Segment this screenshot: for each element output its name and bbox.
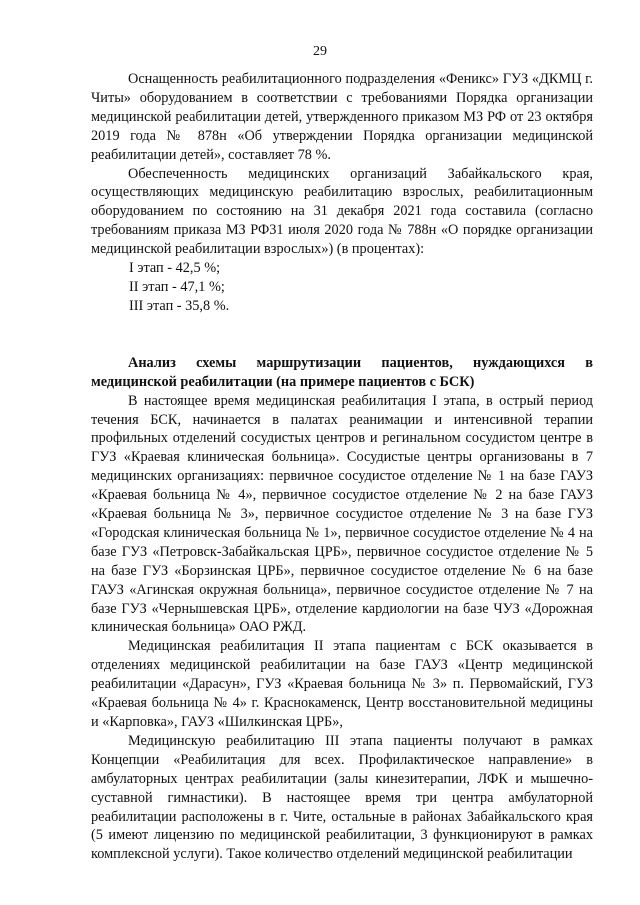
stage-1-value: I этап - 42,5 %; [129, 260, 221, 277]
paragraph-stage-1: В настоящее время медицинская реабилитация I этапа, в острый период течения БСК, начинается в палатах реанимации и интенсивной терапии профильных отделений сосудистых центров и регинальном сосудистом центре в ГУЗ «Краевая клиническая больница». Сосудистые центры организованы в 7 медицинских организациях: первичное сосудистое отделение № 1 на базе ГАУЗ «Краевая больница № 4», первичное сосудистое отделение № 2 на базе ГАУЗ «Краевая больница № 3», первичное сосудистое отделение № 3 на базе ГУЗ «Городская клиническая больница № 1», первичное сосудистое отделение № 4 на базе ГУЗ «Петровск-Забайкальская ЦРБ», первичное сосудистое отделение № 5 на базе ГУЗ «Борзинская ЦРБ», первичное сосудистое отделение № 6 на базе ГАУЗ «Агинская окружная больница», первичное сосудистое отделение № 7 на базе ГУЗ «Чернышевская ЦРБ», отделение кардиологии на базе ЧУЗ «Дорожная клиническая больница» ОАО РЖД. [91, 392, 593, 636]
page-number: 29 [313, 44, 327, 59]
paragraph-equipment-children: Оснащенность реабилитационного подразделения «Феникс» ГУЗ «ДКМЦ г. Читы» оборудованием в соответствии с требованиями Порядка организации медицинской реабилитации детей, утвержденного приказом МЗ РФ от 23 октября 2019 года № 878н «Об утверждении Порядка организации медицинской реабилитации детей», составляет 78 %. [91, 71, 593, 163]
paragraph-stage-3: Медицинскую реабилитацию III этапа пациенты получают в рамках Концепции «Реабилитация для всех. Профилактическое направление» в амбулаторных центрах реабилитации (залы кинезитерапии, ЛФК и мышечно-суставной гимнастики). В настоящее время три центра амбулаторной реабилитации расположены в г. Чите, остальные в районах Забайкальского края (5 имеют лицензию по медицинской реабилитации, 3 функционируют в рамках комплексной услуги). Такое количество отделений медицинской реабилитации [91, 732, 593, 863]
stage-2-value: II этап - 47,1 %; [129, 278, 225, 295]
paragraph-equipment-adults: Обеспеченность медицинских организаций Забайкальского края, осуществляющих медицинскую реабилитацию взрослых, реабилитационным оборудованием по состоянию на 31 декабря 2021 года составила (согласно требованиям приказа МЗ РФ31 июля 2020 года № 788н «О порядке организации медицинской реабилитации взрослых») (в процентах): [91, 165, 593, 258]
section-gap [91, 316, 593, 354]
section-heading: Анализ схемы маршрутизации пациентов, нуждающихся в медицинской реабилитации (на примере пациентов с БСК) [91, 354, 593, 390]
page-body [91, 70, 593, 864]
paragraph-stage-2: Медицинская реабилитация II этапа пациентам с БСК оказывается в отделениях медицинской реабилитации на базе ГАУЗ «Центр медицинской реабилитации «Дарасун», ГУЗ «Краевая больница № 3» п. Первомайский, ГУЗ «Краевая больница № 4» г. Краснокаменск, Центр восстановительной медицины и «Карповка», ГАУЗ «Шилкинская ЦРБ», [91, 638, 593, 730]
stage-3-value: III этап - 35,8 %. [129, 297, 230, 314]
